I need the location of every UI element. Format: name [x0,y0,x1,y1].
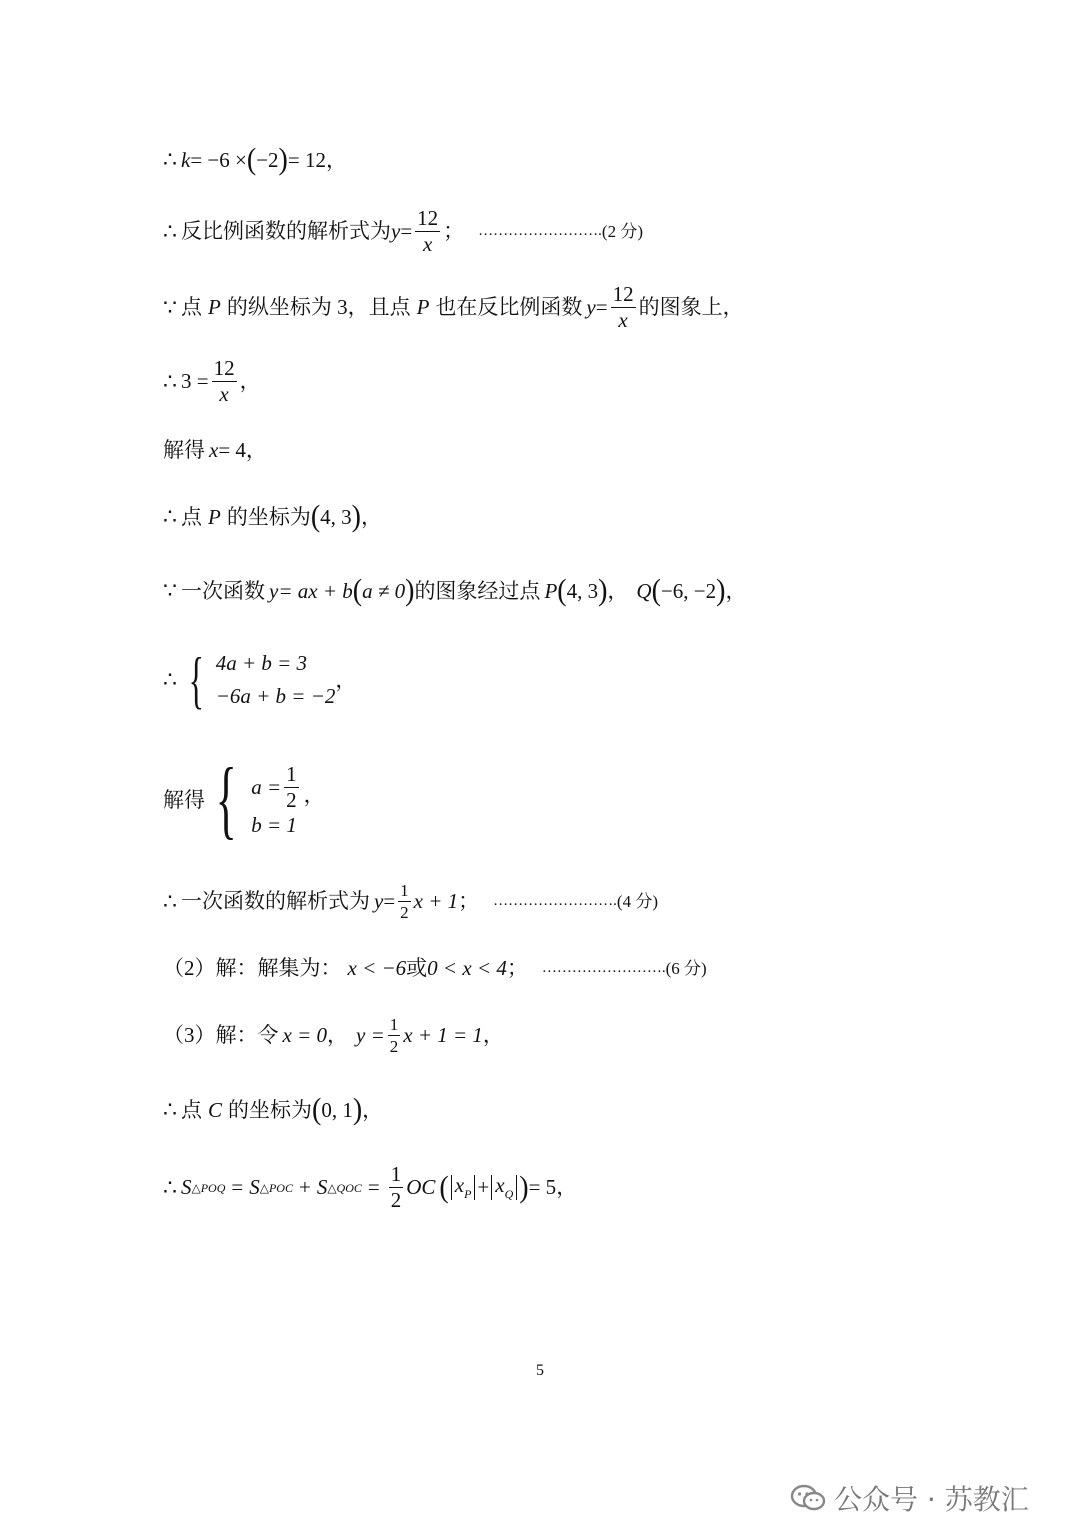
line-part-2: （2）解：解集为： x < −6 或 0 < x < 4 ； ……………………. (6 分) [163,956,707,980]
line-k-value: ∴ k = −6 × ( −2 ) = 12 ， [163,142,347,177]
wechat-icon [790,1484,826,1512]
fraction: $\frac{1}{2}$ [389,1015,399,1056]
line-solve-x: 解得 x = 4 ， [163,438,267,462]
line-solve-ab: 解得 { a = $\frac{1}{2}$ b = 1 ， [163,751,325,848]
brace: { [188,644,205,715]
line-equation-3: ∴ 3 = $\frac{12}{x}$ ， [163,356,261,406]
line-inverse-function: ∴ 反比例函数的解析式为 y = $\frac{12}{x}$ ； ……………………. (2 分) [163,206,643,256]
abs-xq: $x_Q$ [491,1175,517,1200]
line-part-3: （3）解：令 x = 0 ， y = $\frac{1}{2}$ x + 1 = 1 ， [163,1015,504,1056]
abs-xp: $x_P$ [451,1175,476,1200]
line-equation-system: ∴ { 4a + b = 3 −6a + b = −2 ， [163,644,357,715]
watermark [790,1478,1029,1518]
equation-system: 4a + b = 3 −6a + b = −2 [215,651,336,708]
fraction: $\frac{12}{x}$ [417,206,439,256]
fraction: $\frac{12}{x}$ [612,282,634,332]
fraction: $\frac{12}{x}$ [213,356,235,406]
fraction: $\frac{1}{2}$ [390,1162,402,1212]
line-linear-result: ∴ 一次函数的解析式为 y = $\frac{1}{2}$ x + 1 ； ……………………. (4 分) [163,881,658,922]
page-number: 5 [536,1362,544,1379]
solution-system: a = $\frac{1}{2}$ b = 1 [251,762,297,837]
line-point-c-coord: ∴ 点 C 的坐标为 ( 0, 1 ) ， [163,1092,384,1127]
line-area: ∴ S △POQ = S △POC + S △QOC = $\frac{1}{2}$ OC ( $x_P$ + $x_Q$ ) = 5 ， [163,1162,578,1212]
fraction: $\frac{1}{2}$ [400,881,409,922]
brace: { [215,751,237,848]
line-linear-function: ∵ 一次函数 y = ax + b ( a ≠ 0 ) 的图象经过点 P ( 4, 3 ) ， Q ( −6, −2 ) ， [163,573,747,608]
watermark-text: 公众号 · 苏教汇 [834,1483,1029,1516]
line-point-p-ordinate: ∵ 点 P 的纵坐标为 3，且点 P 也在反比例函数 y = $\frac{12}{x}$ 的图象上， [163,282,744,332]
line-point-p-coord: ∴ 点 P 的坐标为 ( 4, 3 ) ， [163,499,382,534]
